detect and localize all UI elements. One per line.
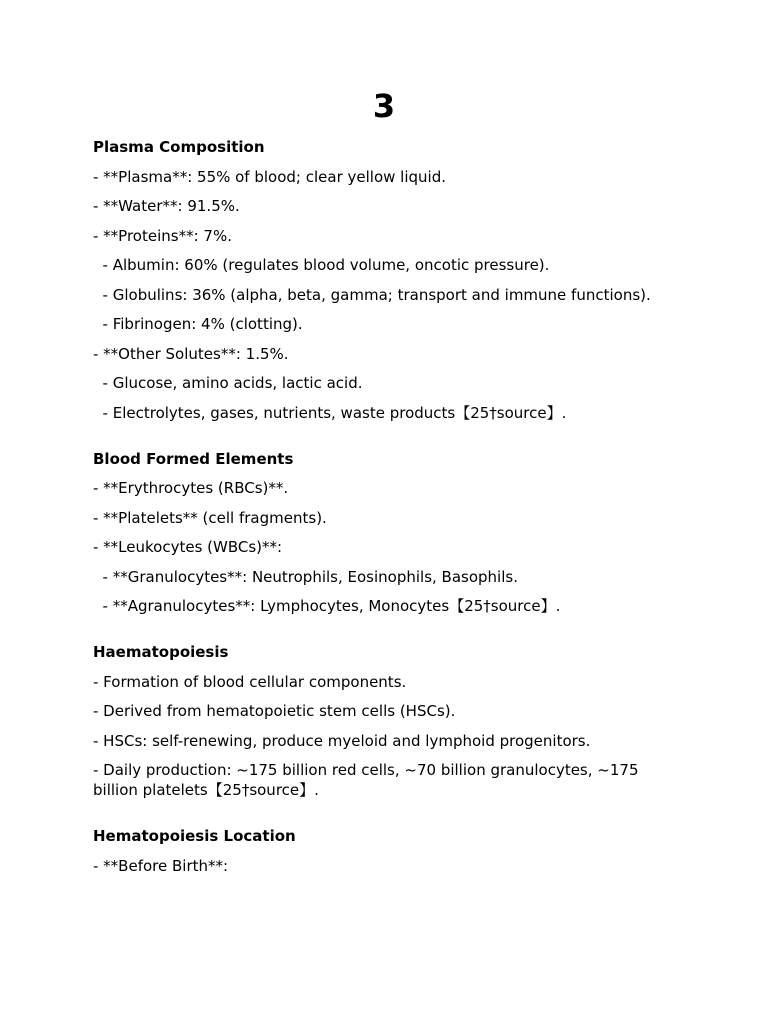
text-line: - **Before Birth**: bbox=[93, 856, 229, 875]
text-line: - Globulins: 36% (alpha, beta, gamma; transport and immune functions). bbox=[93, 285, 651, 304]
page-number: 3 bbox=[372, 87, 396, 125]
text-line: - Electrolytes, gases, nutrients, waste products【25†source】. bbox=[93, 403, 567, 422]
section-heading: Plasma Composition bbox=[93, 138, 265, 156]
section-plasma-composition bbox=[93, 137, 683, 423]
text-line: - **Water**: 91.5%. bbox=[93, 197, 240, 215]
section-heading: Haematopoiesis bbox=[93, 643, 229, 661]
text-line: - **Platelets** (cell fragments). bbox=[93, 508, 327, 527]
text-line: - Daily production: ~175 billion red cells, ~70 billion granulocytes, ~175 billion platelets【25†source】. bbox=[93, 761, 644, 799]
text-line: - **Plasma**: 55% of blood; clear yellow liquid. bbox=[93, 167, 446, 186]
text-line: - **Proteins**: 7%. bbox=[93, 226, 232, 245]
section-hematopoiesis-location bbox=[93, 826, 683, 876]
section-heading: Hematopoiesis Location bbox=[93, 827, 296, 845]
text-line: - Glucose, amino acids, lactic acid. bbox=[93, 374, 363, 392]
text-line: - **Erythrocytes (RBCs)**. bbox=[93, 479, 289, 497]
text-line: - **Other Solutes**: 1.5%. bbox=[93, 344, 289, 363]
text-line: - Fibrinogen: 4% (clotting). bbox=[93, 315, 303, 333]
text-line: - **Agranulocytes**: Lymphocytes, Monocytes【25†source】. bbox=[93, 597, 561, 615]
text-line: - HSCs: self-renewing, produce myeloid and lymphoid progenitors. bbox=[93, 731, 591, 750]
document-body bbox=[93, 137, 683, 902]
text-line: - **Granulocytes**: Neutrophils, Eosinophils, Basophils. bbox=[93, 567, 518, 586]
text-line: - Formation of blood cellular components. bbox=[93, 672, 407, 691]
section-haematopoiesis bbox=[93, 642, 683, 800]
text-line: - **Leukocytes (WBCs)**: bbox=[93, 538, 283, 556]
text-line: - Albumin: 60% (regulates blood volume, oncotic pressure). bbox=[93, 256, 550, 274]
section-heading: Blood Formed Elements bbox=[93, 449, 294, 468]
text-line: - Derived from hematopoietic stem cells (HSCs). bbox=[93, 702, 456, 720]
section-blood-formed-elements bbox=[93, 449, 683, 617]
